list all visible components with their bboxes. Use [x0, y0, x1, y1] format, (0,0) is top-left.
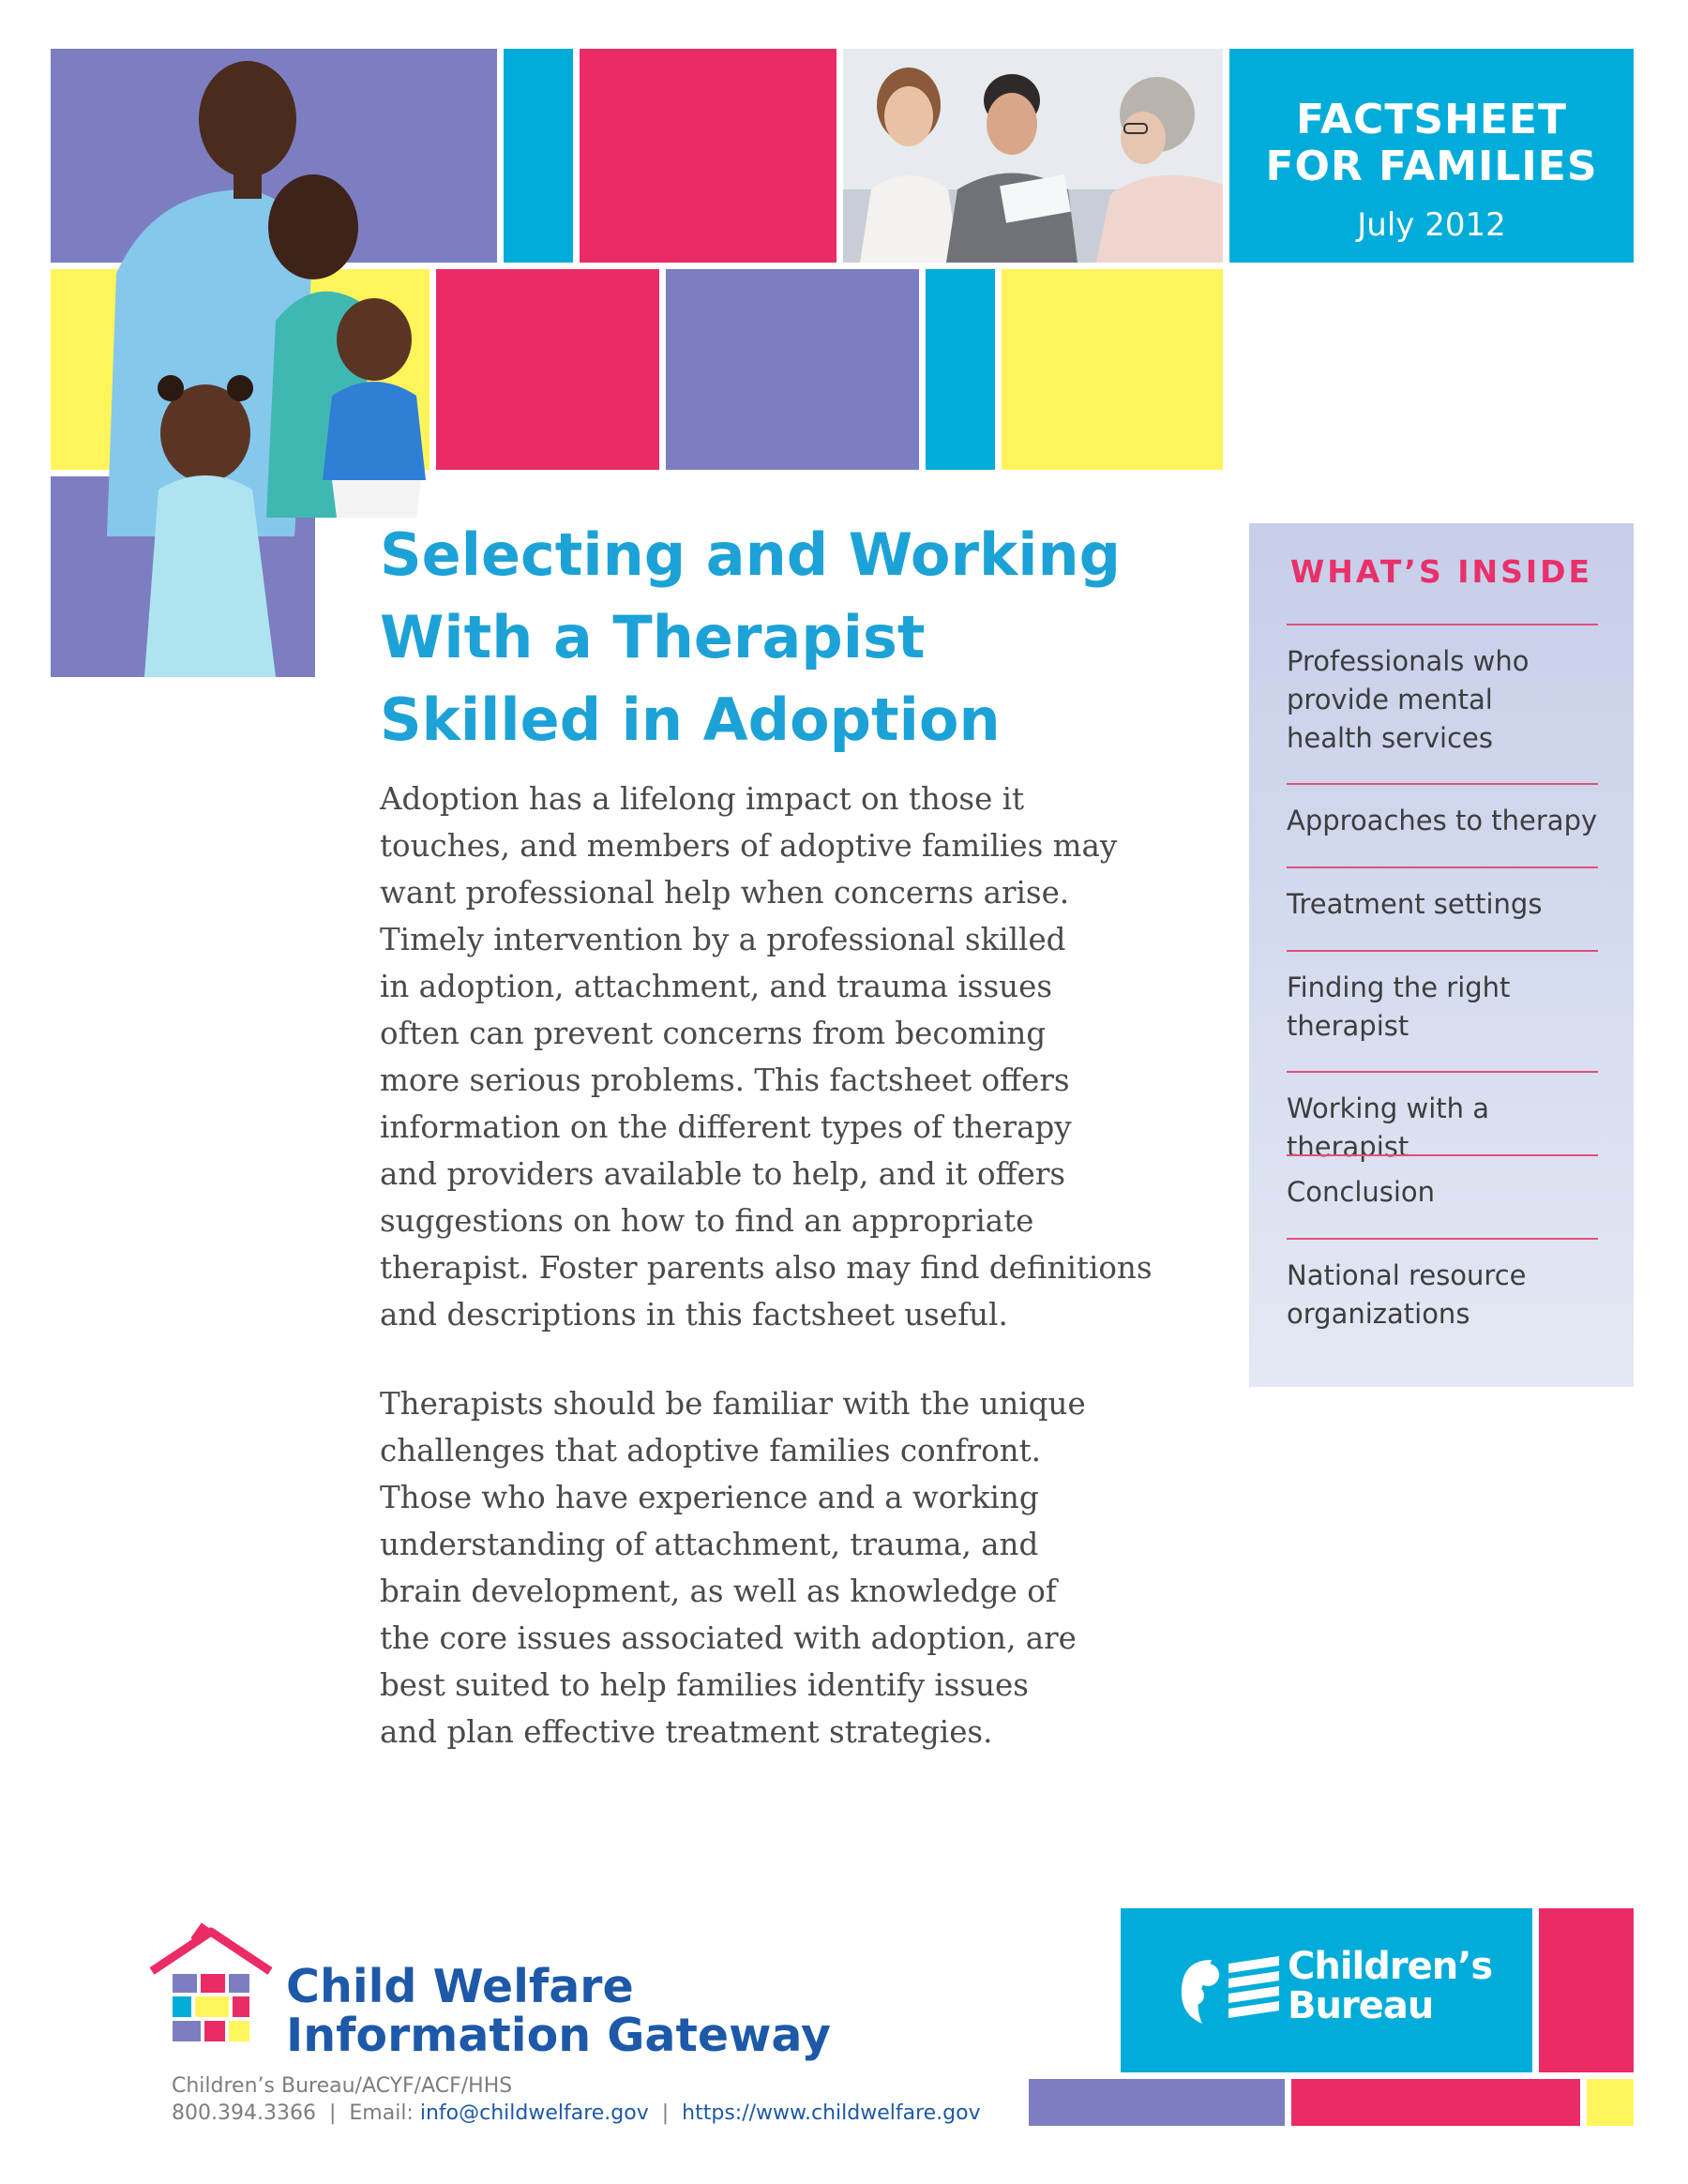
toc-item-line: Conclusion: [1287, 1176, 1436, 1208]
paragraph2-line: Those who have experience and a working: [380, 1480, 1039, 1515]
page-title: [380, 514, 1224, 761]
cwig-logo-line2: Information Gateway: [286, 2009, 831, 2062]
paragraph2-line: Therapists should be familiar with the unique: [380, 1386, 1086, 1422]
separator: |: [328, 2101, 337, 2125]
cwig-logo-line1: Child Welfare: [286, 1960, 634, 2013]
mosaic-block-pink-2: [436, 269, 659, 470]
paragraph1-line: want professional help when concerns arise.: [380, 875, 1070, 911]
email-label: Email:: [349, 2101, 414, 2125]
paragraph1-line: often can prevent concerns from becoming: [380, 1016, 1047, 1051]
banner-date: July 2012: [1357, 206, 1506, 244]
title-line2: With a Therapist: [380, 603, 926, 671]
toc-item-line: therapist: [1287, 1010, 1409, 1042]
phone-number: 800.394.3366: [172, 2101, 316, 2125]
therapy-session-photo: [843, 49, 1223, 263]
paragraph1-line: in adoption, attachment, and trauma issues: [380, 969, 1052, 1004]
cwig-house-logo-icon: [150, 1922, 272, 2054]
toc-item-working[interactable]: [1287, 1071, 1598, 1167]
toc-item-line: Treatment settings: [1287, 888, 1543, 920]
intro-paragraph: [380, 776, 1205, 1338]
toc-item-line: health services: [1287, 722, 1494, 754]
toc-item-settings[interactable]: [1287, 866, 1598, 924]
cb-line1: Children’s: [1288, 1945, 1493, 1988]
factsheet-banner: [1229, 49, 1634, 263]
toc-item-conclusion[interactable]: [1287, 1154, 1598, 1212]
paragraph1-line: information on the different types of therapy: [380, 1109, 1072, 1145]
paragraph2-line: brain development, as well as knowledge of: [380, 1574, 1057, 1609]
whats-inside-sidebar: [1249, 523, 1634, 1387]
toc-item-line: Approaches to therapy: [1287, 805, 1598, 836]
paragraph1-line: touches, and members of adoptive families may: [380, 828, 1118, 864]
toc-item-line: National resource: [1287, 1259, 1527, 1291]
toc-item-resources[interactable]: [1287, 1238, 1598, 1333]
second-paragraph: [380, 1380, 1205, 1755]
paragraph1-line: therapist. Foster parents also may find definitions: [380, 1250, 1153, 1286]
separator: |: [661, 2101, 670, 2125]
cb-line2: Bureau: [1288, 1984, 1434, 2027]
toc-item-line: provide mental: [1287, 684, 1493, 715]
toc-item-approaches[interactable]: [1287, 783, 1598, 840]
paragraph1-line: and providers available to help, and it offers: [380, 1156, 1066, 1192]
title-line1: Selecting and Working: [380, 520, 1122, 589]
childrens-bureau-emblem-icon: [1174, 1951, 1282, 2035]
paragraph2-line: the core issues associated with adoption, are: [380, 1620, 1077, 1656]
footer-block-pink-2: [1291, 2079, 1580, 2126]
mosaic-block-purple-2: [666, 269, 919, 470]
banner-line2: FOR FAMILIES: [1265, 143, 1598, 190]
paragraph2-line: understanding of attachment, trauma, and: [380, 1527, 1039, 1562]
agency-line: Children’s Bureau/ACYF/ACF/HHS: [172, 2074, 513, 2098]
paragraph2-line: challenges that adoptive families confront.: [380, 1433, 1042, 1469]
footer-block-purple: [1029, 2079, 1285, 2126]
toc-item-finding[interactable]: [1287, 950, 1598, 1046]
toc-item-line: Finding the right: [1287, 972, 1511, 1003]
contact-line: [172, 2100, 981, 2127]
paragraph1-line: and descriptions in this factsheet useful.: [380, 1297, 1008, 1333]
paragraph1-line: Adoption has a lifelong impact on those it: [380, 781, 1025, 817]
toc-item-line: Professionals who: [1287, 645, 1530, 677]
whats-inside-heading: WHAT’S INSIDE: [1289, 553, 1593, 590]
paragraph1-line: suggestions on how to find an appropriate: [380, 1203, 1034, 1239]
email-link[interactable]: info@childwelfare.gov: [419, 2101, 649, 2125]
toc-item-line: Working with a therapist: [1287, 1092, 1490, 1163]
mosaic-block-pink-1: [580, 49, 836, 263]
toc-item-professionals[interactable]: [1287, 624, 1598, 758]
therapy-session-illustration: [843, 49, 1223, 263]
cwig-logo-text: [286, 1960, 831, 2062]
contact-info: [172, 2072, 981, 2127]
paragraph1-line: Timely intervention by a professional skilled: [380, 922, 1066, 957]
paragraph1-line: more serious problems. This factsheet offers: [380, 1062, 1070, 1098]
paragraph2-line: best suited to help families identify issues: [380, 1667, 1029, 1703]
toc-item-line: organizations: [1287, 1298, 1470, 1330]
mosaic-block-yellow-2: [1002, 269, 1223, 470]
banner-line1: FACTSHEET: [1295, 96, 1567, 143]
childrens-bureau-text: [1288, 1947, 1492, 2026]
website-link[interactable]: https://www.childwelfare.gov: [682, 2101, 981, 2125]
title-line3: Skilled in Adoption: [380, 685, 1001, 754]
mosaic-block-cyan-2: [926, 269, 995, 470]
mosaic-block-cyan-1: [504, 49, 573, 263]
footer-block-yellow: [1587, 2079, 1634, 2126]
paragraph2-line: and plan effective treatment strategies.: [380, 1714, 993, 1750]
footer-block-pink-1: [1539, 1908, 1634, 2072]
